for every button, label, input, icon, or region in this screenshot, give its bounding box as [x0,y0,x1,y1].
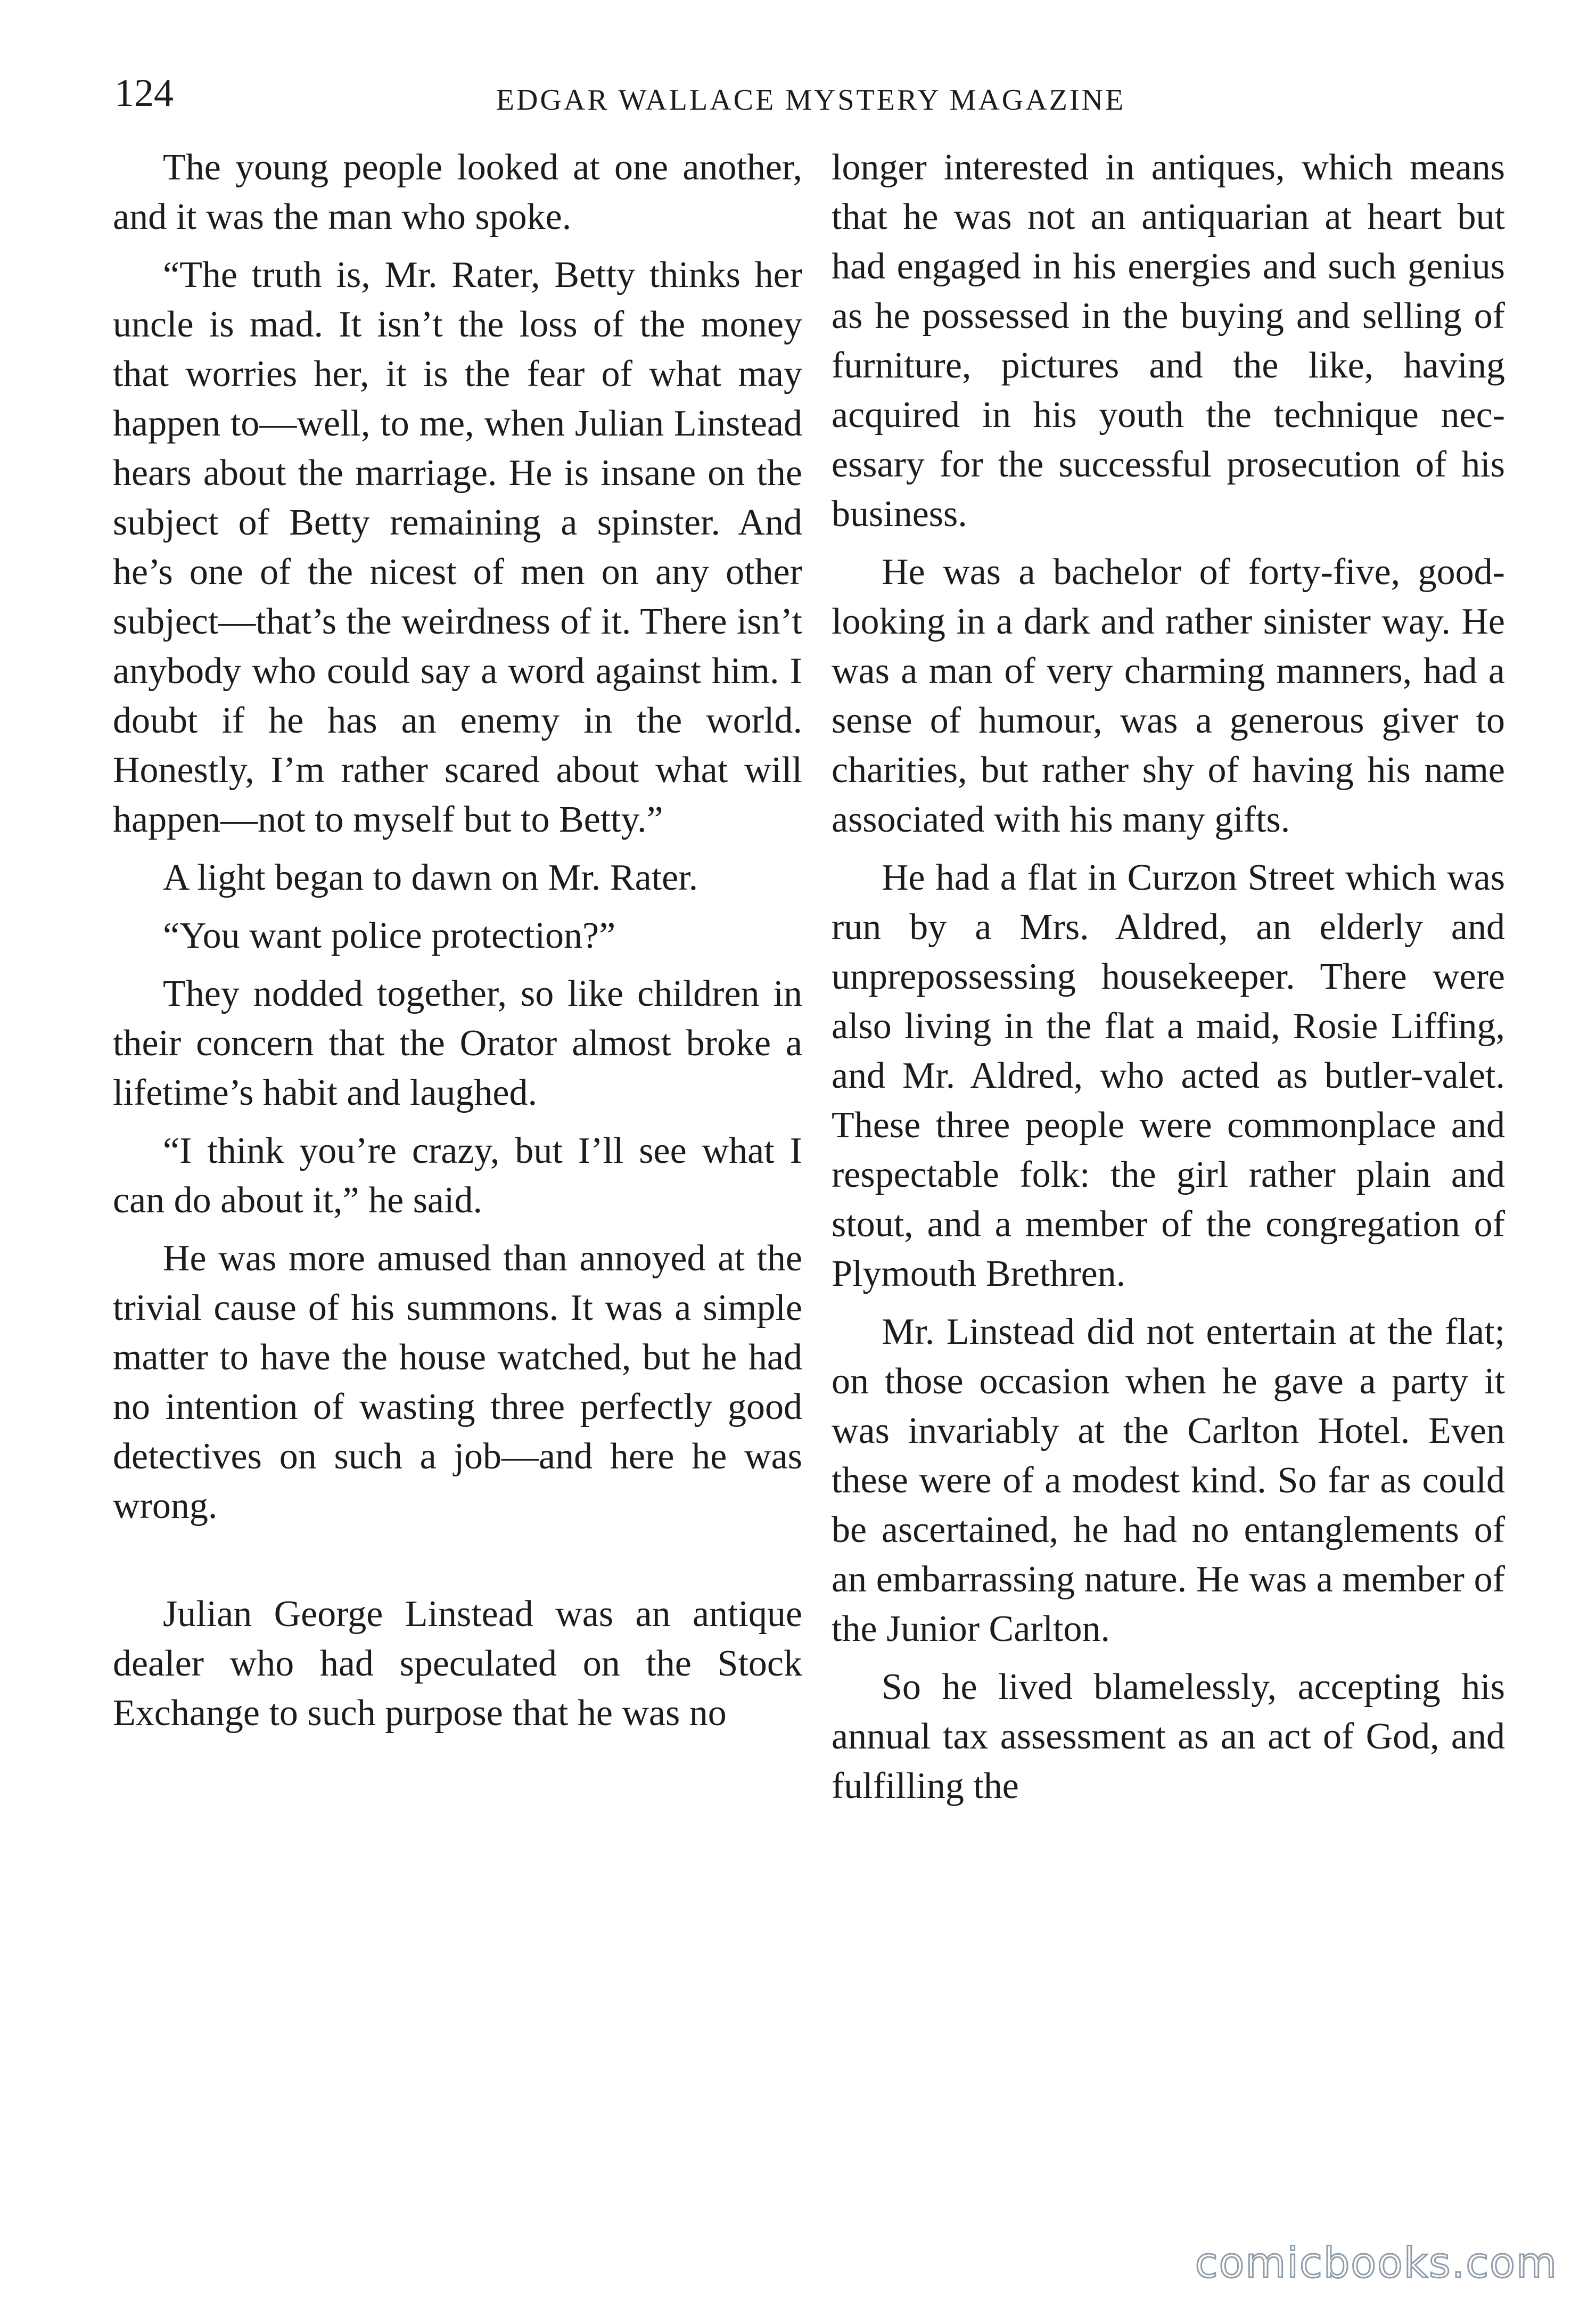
paragraph: Mr. Linstead did not entertain at the flat; on those occasion when he gave a party it was invariably at the Carlton Hotel. Even these were of a modest kind. So far as could be ascertained, he had no entanglements of an embarrassing nature. He was a member of the Junior Carlton. [832,1311,1505,1649]
paragraph: He had a flat in Curzon Street which was run by a Mrs. Aldred, an elderly and unprepossessing housekeeper. There were also living in the flat a maid, Rosie Liffing, and Mr. Aldred, who acted as butler-valet. These three people were commonplace and respectable folk: the girl rather plain and stout, and a member of the congregation of Plymouth Brethren. [832,857,1505,1294]
paragraph: A light began to dawn on Mr. Rater. [163,857,698,898]
paragraph: “You want police protection?” [163,915,616,956]
left-column [113,143,802,1746]
paragraph: “The truth is, Mr. Rater, Betty thinks her uncle is mad. It isn’t the loss of the money that worries her, it is the fear of what may happen to—well, to me, when Julian Linstead hears about the marriage. He is insane on the subject of Betty remaining a spinster. And he’s one of the nicest of men on any other subject—that’s the weirdness of it. There isn’t anybody who could say a word against him. I doubt if he has an enemy in the world. Honestly, I’m rather scared about what will happen—not to myself but to Betty.” [113,255,802,840]
running-head-title: EDGAR WALLACE MYSTERY MAGAZINE [496,84,1126,117]
paragraph: He was a bachelor of forty-five, good-looking in a dark and rather sinister way. He was a man of very charming manners, had a sense of humour, was a generous giver to charities, but rather shy of having his name associated with his many gifts. [832,552,1505,840]
paragraph: Julian George Linstead was an antique dealer who had speculated on the Stock Exchange to such purpose that he was no [113,1594,802,1734]
paragraph: “I think you’re crazy, but I’ll see what I can do about it,” he said. [113,1130,802,1221]
paragraph: So he lived blamelessly, accepting his annual tax assessment as an act of God, and fulfilling the [832,1667,1505,1807]
paragraph: The young people looked at one another, and it was the man who spoke. [113,147,802,237]
page-number: 124 [114,71,174,115]
paragraph: They nodded together, so like children in their concern that the Orator almost broke a lifetime’s habit and laughed. [113,973,802,1113]
paragraph: He was more amused than annoyed at the trivial cause of his summons. It was a simple matter to have the house watched, but he had no intention of wasting three perfectly good detectives on such a job—and here he was wrong. [113,1238,802,1526]
paragraph-continued: longer interested in antiques, which means that he was not an antiquarian at heart but had engaged in his energies and such genius as he possessed in the buying and selling of furniture, pictures and the like, having acquired in his youth the technique necessary for the successful prosecution of his business. [832,147,1505,535]
right-column [832,143,1505,1819]
watermark: comicbooks.com [1195,2239,1558,2287]
